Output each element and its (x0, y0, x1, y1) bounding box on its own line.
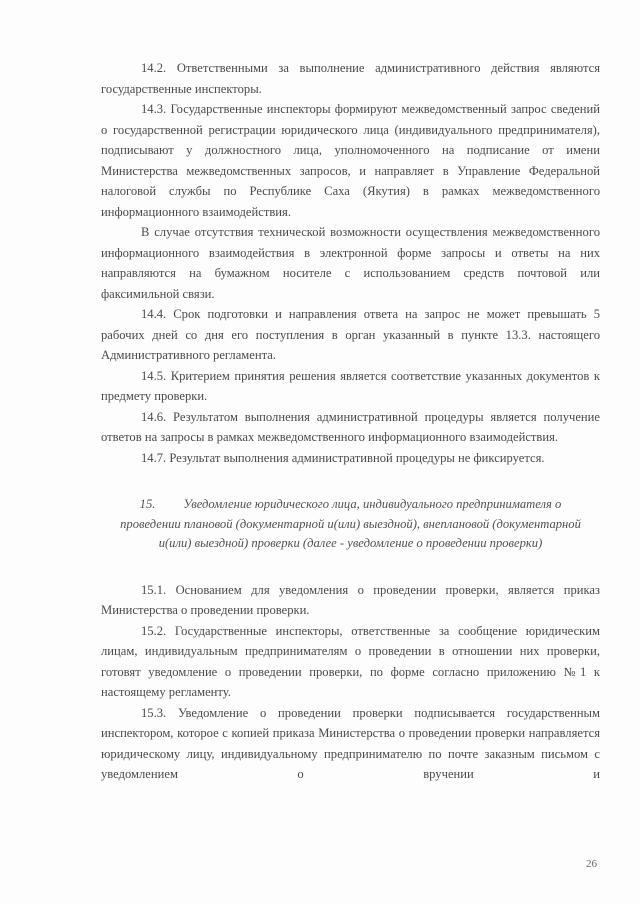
paragraph-14-6: 14.6. Результатом выполнения административной процедуры является получение ответов на запросы в рамках межведомственного информационного взаимодействия. (101, 409, 600, 444)
section-15-number: 15. (139, 497, 156, 511)
paragraph-14-3: 14.3. Государственные инспекторы формируют межведомственный запрос сведений о государственной регистрации юридического лица (индивидуального предпринимателя), подписывают у должностного лица, уполномоченного на подписание от имени Министерства межведомственных запросов, и направляет в Управление Федеральной налоговой службы по Республике Саха (Якутия) в рамках межведомственного информационного взаимодействия. (101, 102, 600, 219)
paragraph-14-4: 14.4. Срок подготовки и направления ответа на запрос не может превышать 5 рабочих дней со дня его поступления в орган указанный в пункте 13.3. настоящего Административного регламента. (101, 307, 600, 362)
paragraph-15-3: 15.3. Уведомление о проведении проверки подписывается государственным инспектором, которое с копией приказа Министерства о проведении проверки направляется юридическому лицу, индивидуальному предпринимателю по почте заказным письмом с уведомлением о вручении и (101, 705, 600, 781)
section-15-heading (111, 495, 590, 554)
section-15-title: Уведомление юридического лица, индивидуального предпринимателя о проведении плановой (документарной и(или) выездной), внеплановой (документарной и(или) выездной) проверки (далее - уведомление о проведении проверки) (120, 497, 581, 550)
paragraph-14-3-continued: В случае отсутствия технической возможности осуществления межведомственного информационного взаимодействия в электронной форме запросы и ответы на них направляются на бумажном носителе с использованием средств почтовой или факсимильной связи. (101, 225, 600, 301)
paragraph-14-7: 14.7. Результат выполнения административной процедуры не фиксируется. (141, 450, 545, 465)
paragraph-14-5: 14.5. Критерием принятия решения является соответствие указанных документов к предмету проверки. (101, 368, 600, 403)
page-number: 26 (586, 858, 597, 870)
paragraph-14-2: 14.2. Ответственными за выполнение административного действия являются государственные инспекторы. (101, 61, 600, 96)
paragraph-15-2: 15.2. Государственные инспекторы, ответственные за сообщение юридическим лицам, индивидуальным предпринимателям о проведении в отношении них проверки, готовят уведомление о проведении проверки, по форме согласно приложению №1 к настоящему регламенту. (101, 623, 600, 699)
paragraph-15-1: 15.1. Основанием для уведомления о проведении проверки, является приказ Министерства о проведении проверки. (101, 582, 600, 617)
document-body (101, 58, 600, 785)
